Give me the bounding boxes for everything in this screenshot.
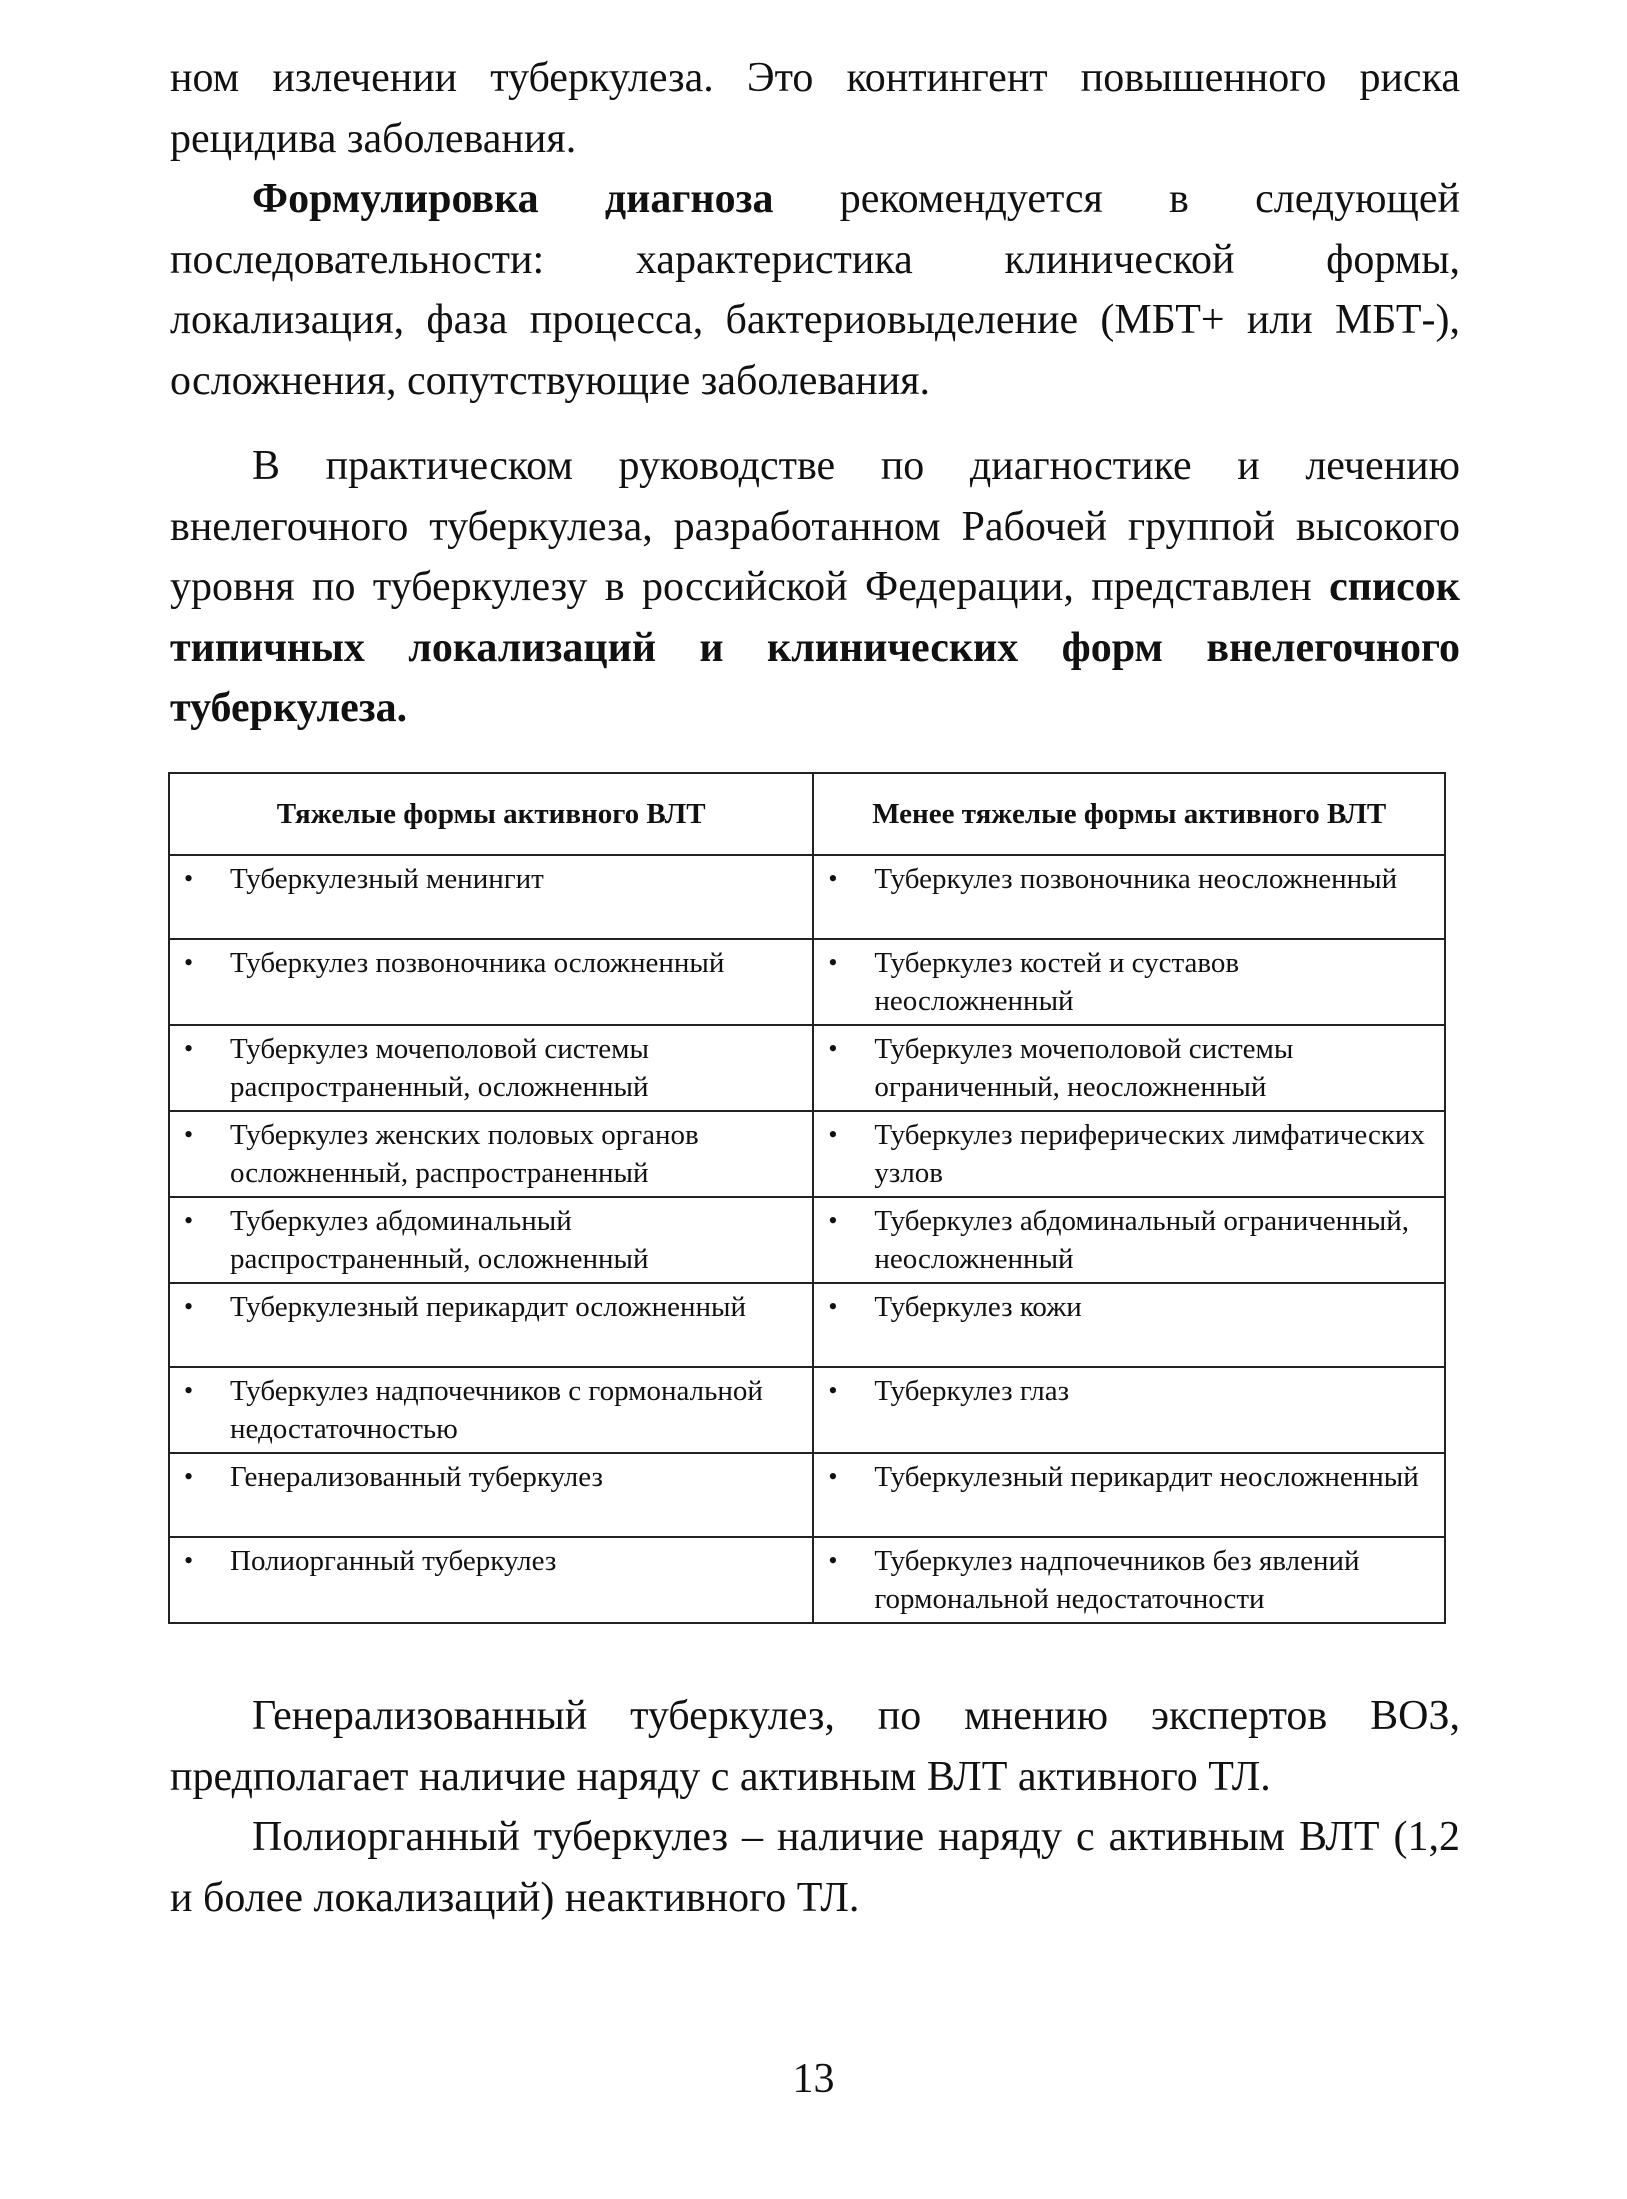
form-label: Туберкулез глаз [874,1375,1070,1407]
less-severe-form-cell [813,1283,1445,1367]
form-label: Туберкулезный перикардит неосложненный [874,1461,1419,1493]
table-row [169,1453,1445,1537]
form-label: Туберкулез позвоночника неосложненный [874,863,1398,895]
severe-form-cell [169,1025,813,1111]
severe-form-cell [169,1453,813,1537]
bullet-icon: • [184,1292,194,1321]
table-row [169,1197,1445,1283]
header-severe-forms: Тяжелые формы активного ВЛТ [169,773,813,855]
bullet-icon: • [184,1206,194,1235]
bullet-icon: • [184,1462,194,1491]
less-severe-form-cell [813,1197,1445,1283]
form-label: Туберкулез абдоминальный ограниченный, неосложненный [874,1205,1409,1275]
less-severe-form-cell [813,1025,1445,1111]
table-row [169,1111,1445,1197]
form-label: Туберкулез надпочечников с гормональной недостаточностью [230,1375,763,1445]
table-body [169,855,1445,1623]
table-row [169,855,1445,939]
bullet-icon: • [828,948,838,977]
polyorgan-tb-text: Полиорганный туберкулез – наличие наряду с активным ВЛТ (1,2 и более локализаций) неактивного ТЛ. [170,1814,1460,1921]
outro-paragraph-1 [170,1686,1460,1807]
bullet-icon: • [828,1292,838,1321]
table-row [169,939,1445,1025]
severe-form-cell [169,1111,813,1197]
form-label: Туберкулез кожи [874,1291,1082,1323]
severe-form-cell [169,1283,813,1367]
header-less-severe-forms: Менее тяжелые формы активного ВЛТ [813,773,1445,855]
bullet-icon: • [828,1206,838,1235]
form-label: Туберкулез позвоночника осложненный [230,947,725,979]
intro-paragraph-2 [170,169,1460,411]
form-label: Туберкулез мочеполовой системы ограниченный, неосложненный [874,1033,1294,1103]
form-label: Туберкулез периферических лимфатических узлов [874,1119,1425,1189]
intro-paragraph-1 [170,48,1460,169]
intro-paragraph-3 [170,436,1460,739]
bullet-icon: • [828,864,838,893]
bullet-icon: • [828,1462,838,1491]
guideline-bold-text: список типичных локализаций и клинических форм внелегочного туберкулеза. [170,564,1460,731]
form-label: Туберкулезный перикардит осложненный [230,1291,747,1323]
form-label: Туберкулез костей и суставов неосложненный [874,947,1240,1017]
less-severe-form-cell [813,1537,1445,1623]
form-label: Генерализованный туберкулез [230,1461,603,1493]
form-label: Полиорганный туберкулез [230,1545,557,1577]
form-label: Туберкулез мочеполовой системы распространенный, осложненный [230,1033,650,1103]
table-row [169,1283,1445,1367]
bullet-icon: • [828,1120,838,1149]
form-label: Туберкулезный менингит [230,863,544,895]
table-header-row [169,773,1445,855]
less-severe-form-cell [813,1367,1445,1453]
bullet-icon: • [184,1376,194,1405]
less-severe-form-cell [813,855,1445,939]
tb-forms-table [168,772,1446,1624]
bullet-icon: • [828,1376,838,1405]
diagnosis-formulation-text: рекомендуется в следующей последовательности: характеристика клинической формы, локализация, фаза процесса, бактериовыделение (МБТ+ или МБТ-), осложнения, сопутствующие заболевания. [170,176,1460,404]
bullet-icon: • [828,1034,838,1063]
bullet-icon: • [184,1546,194,1575]
severe-form-cell [169,855,813,939]
guideline-text: В практическом руководстве по диагностике и лечению внелегочного туберкулеза, разработанном Рабочей группой высокого уровня по туберкулезу в российской Федерации, представлен [170,443,1460,610]
intro-text-1: ном излечении туберкулеза. Это контингент повышенного риска рецидива заболевания. [170,55,1460,162]
outro-paragraph-2 [170,1807,1460,1928]
severe-form-cell [169,1537,813,1623]
generalized-tb-text: Генерализованный туберкулез, по мнению экспертов ВОЗ, предполагает наличие наряду с активным ВЛТ активного ТЛ. [170,1693,1460,1800]
table-row [169,1537,1445,1623]
page-number: 13 [792,2056,835,2102]
bullet-icon: • [184,864,194,893]
less-severe-form-cell [813,1453,1445,1537]
form-label: Туберкулез женских половых органов осложненный, распространенный [230,1119,699,1189]
form-label: Туберкулез надпочечников без явлений гормональной недостаточности [874,1545,1360,1615]
severe-form-cell [169,1367,813,1453]
severe-form-cell [169,939,813,1025]
less-severe-form-cell [813,1111,1445,1197]
form-label: Туберкулез абдоминальный распространенный, осложненный [230,1205,649,1275]
bullet-icon: • [184,1034,194,1063]
less-severe-form-cell [813,939,1445,1025]
bullet-icon: • [184,1120,194,1149]
table-row [169,1025,1445,1111]
table-row [169,1367,1445,1453]
bullet-icon: • [828,1546,838,1575]
diagnosis-formulation-heading: Формулировка диагноза [252,176,774,222]
severe-form-cell [169,1197,813,1283]
tb-forms-table-wrap [168,772,1446,1624]
bullet-icon: • [184,948,194,977]
